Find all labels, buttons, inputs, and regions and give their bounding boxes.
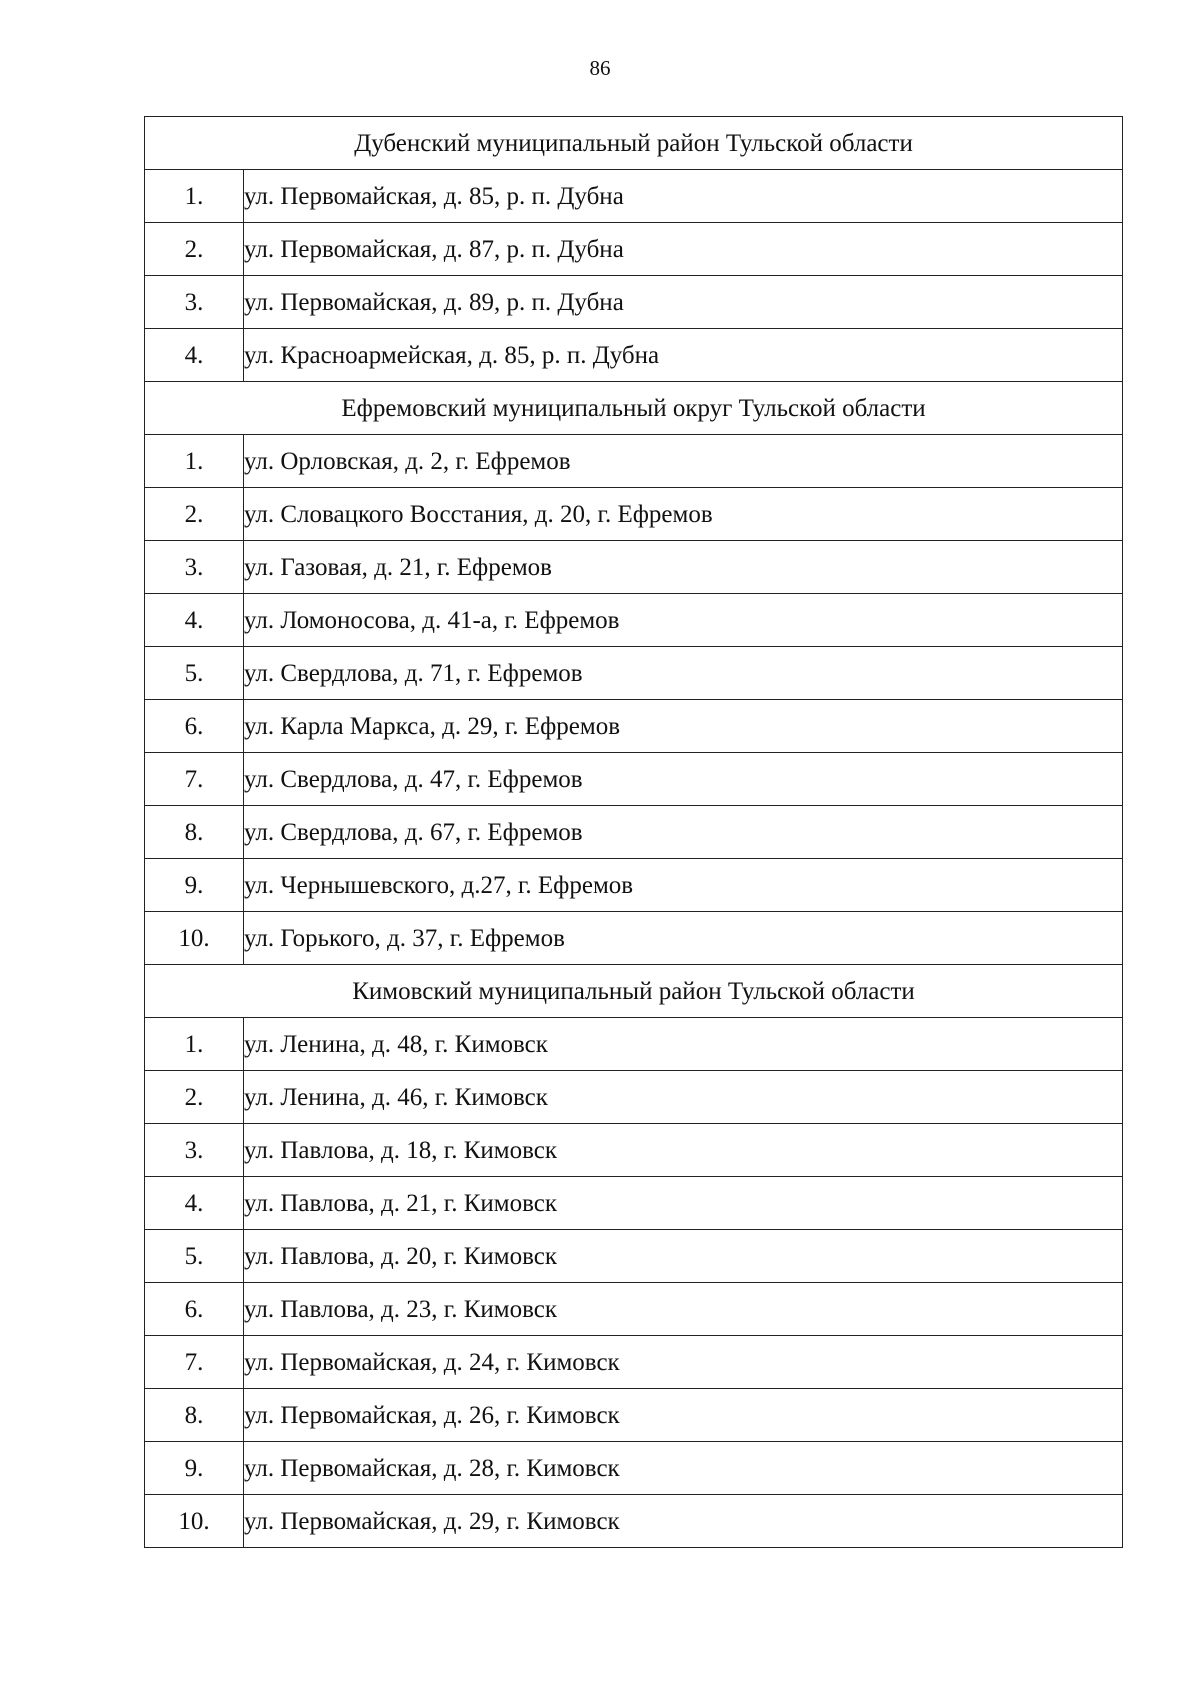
row-address: ул. Свердлова, д. 67, г. Ефремов: [244, 806, 1123, 859]
row-address: ул. Свердлова, д. 47, г. Ефремов: [244, 753, 1123, 806]
row-number: 3.: [145, 276, 244, 329]
row-address: ул. Орловская, д. 2, г. Ефремов: [244, 435, 1123, 488]
row-address: ул. Красноармейская, д. 85, р. п. Дубна: [244, 329, 1123, 382]
row-number: 1.: [145, 1018, 244, 1071]
row-address: ул. Павлова, д. 18, г. Кимовск: [244, 1124, 1123, 1177]
row-address: ул. Первомайская, д. 28, г. Кимовск: [244, 1442, 1123, 1495]
row-number: 8.: [145, 806, 244, 859]
row-address: ул. Павлова, д. 20, г. Кимовск: [244, 1230, 1123, 1283]
table-row: [145, 1018, 1123, 1071]
address-table: [144, 116, 1123, 1548]
table-row: [145, 1336, 1123, 1389]
row-address: ул. Первомайская, д. 29, г. Кимовск: [244, 1495, 1123, 1548]
row-address: ул. Первомайская, д. 26, г. Кимовск: [244, 1389, 1123, 1442]
table-row: [145, 1283, 1123, 1336]
table-row: [145, 170, 1123, 223]
row-number: 2.: [145, 1071, 244, 1124]
row-number: 10.: [145, 1495, 244, 1548]
row-number: 10.: [145, 912, 244, 965]
row-number: 3.: [145, 1124, 244, 1177]
row-address: ул. Ленина, д. 48, г. Кимовск: [244, 1018, 1123, 1071]
row-number: 5.: [145, 1230, 244, 1283]
row-number: 2.: [145, 223, 244, 276]
table-row: [145, 488, 1123, 541]
table-row: [145, 1495, 1123, 1548]
row-address: ул. Первомайская, д. 85, р. п. Дубна: [244, 170, 1123, 223]
row-address: ул. Первомайская, д. 24, г. Кимовск: [244, 1336, 1123, 1389]
row-number: 6.: [145, 1283, 244, 1336]
row-number: 3.: [145, 541, 244, 594]
section-title: Дубенский муниципальный район Тульской области: [145, 117, 1123, 170]
row-number: 1.: [145, 170, 244, 223]
table-row: [145, 329, 1123, 382]
row-address: ул. Чернышевского, д.27, г. Ефремов: [244, 859, 1123, 912]
row-number: 5.: [145, 647, 244, 700]
table-row: [145, 912, 1123, 965]
table-row: [145, 594, 1123, 647]
address-table-body: [145, 117, 1123, 1548]
table-row: [145, 435, 1123, 488]
table-row: [145, 1442, 1123, 1495]
table-row: [145, 1124, 1123, 1177]
table-row: [145, 541, 1123, 594]
row-number: 9.: [145, 859, 244, 912]
row-address: ул. Павлова, д. 23, г. Кимовск: [244, 1283, 1123, 1336]
section-title: Кимовский муниципальный район Тульской области: [145, 965, 1123, 1018]
row-address: ул. Свердлова, д. 71, г. Ефремов: [244, 647, 1123, 700]
row-number: 8.: [145, 1389, 244, 1442]
table-row: [145, 806, 1123, 859]
table-row: [145, 647, 1123, 700]
row-address: ул. Первомайская, д. 89, р. п. Дубна: [244, 276, 1123, 329]
table-row: [145, 753, 1123, 806]
row-number: 7.: [145, 1336, 244, 1389]
table-row: [145, 1177, 1123, 1230]
row-address: ул. Газовая, д. 21, г. Ефремов: [244, 541, 1123, 594]
row-number: 4.: [145, 329, 244, 382]
row-address: ул. Словацкого Восстания, д. 20, г. Ефремов: [244, 488, 1123, 541]
table-row: [145, 859, 1123, 912]
row-number: 9.: [145, 1442, 244, 1495]
row-address: ул. Горького, д. 37, г. Ефремов: [244, 912, 1123, 965]
table-row: [145, 1389, 1123, 1442]
row-address: ул. Карла Маркса, д. 29, г. Ефремов: [244, 700, 1123, 753]
row-address: ул. Ленина, д. 46, г. Кимовск: [244, 1071, 1123, 1124]
row-number: 2.: [145, 488, 244, 541]
row-number: 6.: [145, 700, 244, 753]
section-title: Ефремовский муниципальный округ Тульской области: [145, 382, 1123, 435]
row-address: ул. Первомайская, д. 87, р. п. Дубна: [244, 223, 1123, 276]
row-number: 4.: [145, 594, 244, 647]
row-number: 4.: [145, 1177, 244, 1230]
row-number: 7.: [145, 753, 244, 806]
table-row: [145, 1230, 1123, 1283]
section-header-row: [145, 382, 1123, 435]
table-row: [145, 276, 1123, 329]
table-row: [145, 223, 1123, 276]
section-header-row: [145, 117, 1123, 170]
table-row: [145, 1071, 1123, 1124]
row-address: ул. Павлова, д. 21, г. Кимовск: [244, 1177, 1123, 1230]
table-row: [145, 700, 1123, 753]
row-number: 1.: [145, 435, 244, 488]
section-header-row: [145, 965, 1123, 1018]
page-number: 86: [589, 56, 611, 80]
row-address: ул. Ломоносова, д. 41-а, г. Ефремов: [244, 594, 1123, 647]
